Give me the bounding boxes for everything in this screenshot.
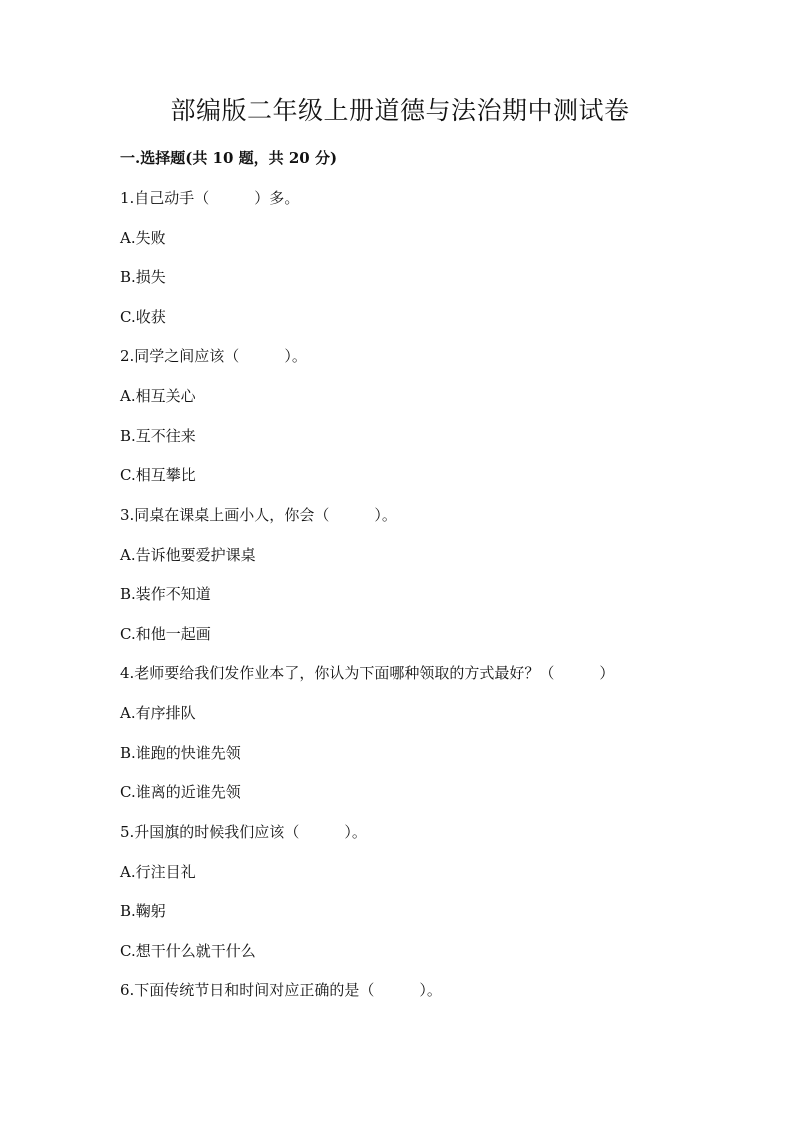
question-2-option-c: C.相互攀比 bbox=[120, 466, 196, 484]
question-4-option-c: C.谁离的近谁先领 bbox=[120, 783, 241, 801]
question-6-stem: 6.下面传统节日和时间对应正确的是（ ）。 bbox=[120, 981, 442, 999]
question-5-option-c: C.想干什么就干什么 bbox=[120, 942, 256, 960]
question-5-option-a: A.行注目礼 bbox=[120, 863, 196, 881]
question-4-option-a: A.有序排队 bbox=[120, 704, 196, 722]
question-3-option-c: C.和他一起画 bbox=[120, 625, 211, 643]
question-3-option-a: A.告诉他要爱护课桌 bbox=[120, 546, 256, 564]
question-4-option-b: B.谁跑的快谁先领 bbox=[120, 744, 241, 762]
question-1-option-a: A.失败 bbox=[120, 229, 166, 247]
question-2-stem: 2.同学之间应该（ ）。 bbox=[120, 347, 307, 365]
question-2-option-b: B.互不往来 bbox=[120, 427, 196, 445]
question-4-stem: 4.老师要给我们发作业本了，你认为下面哪种领取的方式最好？（ ） bbox=[120, 664, 615, 682]
question-1-option-c: C.收获 bbox=[120, 308, 166, 326]
page-title: 部编版二年级上册道德与法治期中测试卷 bbox=[170, 96, 630, 125]
question-3-option-b: B.装作不知道 bbox=[120, 585, 211, 603]
question-1-option-b: B.损失 bbox=[120, 268, 166, 286]
question-5-option-b: B.鞠躬 bbox=[120, 902, 166, 920]
question-3-stem: 3.同桌在课桌上画小人，你会（ ）。 bbox=[120, 506, 397, 524]
question-5-stem: 5.升国旗的时候我们应该（ ）。 bbox=[120, 823, 367, 841]
question-1-stem: 1.自己动手（ ）多。 bbox=[120, 189, 300, 207]
section-heading: 一.选择题(共 10 题，共 20 分) bbox=[120, 149, 338, 167]
question-2-option-a: A.相互关心 bbox=[120, 387, 196, 405]
